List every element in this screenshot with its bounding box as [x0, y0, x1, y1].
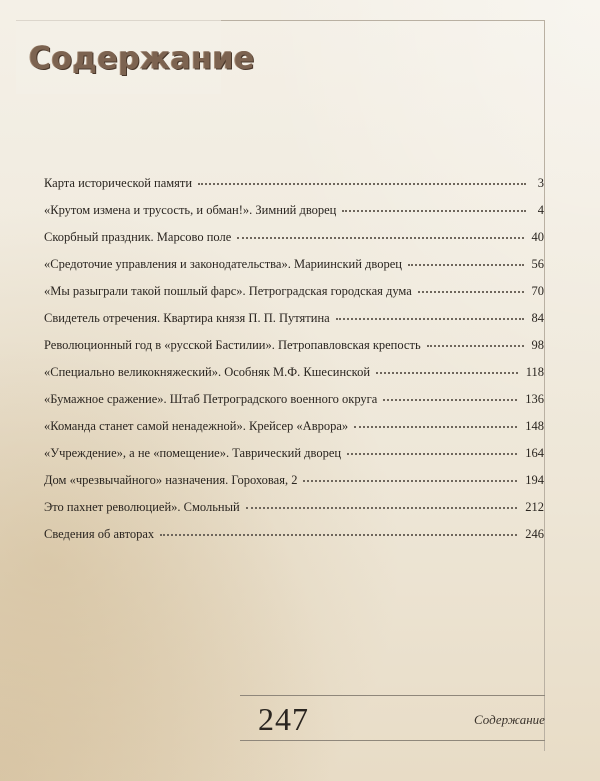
toc-leader-dots [160, 534, 517, 536]
toc-entry-title: Скорбный праздник. Марсово поле [44, 230, 232, 244]
toc-entry-page: 164 [525, 446, 544, 460]
toc-entry-title: «Бумажное сражение». Штаб Петроградского военного округа [44, 392, 378, 406]
toc-entry-page: 194 [525, 473, 544, 487]
toc-entry-page: 56 [531, 257, 544, 271]
toc-entry [44, 392, 544, 419]
toc-entry-page: 148 [525, 419, 544, 433]
toc-entry [44, 257, 544, 284]
toc-leader-dots [383, 399, 517, 401]
toc-entry [44, 473, 544, 500]
toc-entry-page: 40 [531, 230, 544, 244]
toc-entry [44, 527, 544, 554]
toc-entry [44, 365, 544, 392]
page-title: Содержание [29, 40, 255, 77]
running-title: Содержание [474, 712, 545, 727]
toc-leader-dots [354, 426, 517, 428]
toc-leader-dots [376, 372, 518, 374]
toc-entry [44, 284, 544, 311]
toc-leader-dots [303, 480, 517, 482]
toc-entry-title: Дом «чрезвычайного» назначения. Гороховая, 2 [44, 473, 298, 487]
toc-entry [44, 203, 544, 230]
toc-entry-page: 118 [525, 365, 544, 379]
toc-entry-title: «Учреждение», а не «помещение». Таврический дворец [44, 446, 342, 460]
toc-entry-page: 98 [531, 338, 544, 352]
footer-rule-top [240, 695, 545, 696]
toc-entry-page: 4 [537, 203, 544, 217]
toc-entry [44, 230, 544, 257]
toc-leader-dots [198, 183, 526, 185]
toc-entry [44, 500, 544, 527]
toc-entry-page: 3 [537, 176, 544, 190]
toc-leader-dots [246, 507, 518, 509]
toc-entry-page: 136 [525, 392, 544, 406]
toc-entry-title: «Специально великокняжеский». Особняк М.Ф. Кшесинской [44, 365, 371, 379]
page-number: 247 [258, 701, 309, 737]
toc-entry-page: 84 [531, 311, 544, 325]
toc-entry [44, 176, 544, 203]
toc-leader-dots [427, 345, 524, 347]
toc-leader-dots [347, 453, 517, 455]
toc-leader-dots [237, 237, 523, 239]
toc-entry [44, 311, 544, 338]
toc-entry-page: 212 [525, 500, 544, 514]
toc-entry-title: Революционный год в «русской Бастилии». Петропавловская крепость [44, 338, 421, 352]
toc-entry-title: «Команда станет самой ненадежной». Крейсер «Аврора» [44, 419, 349, 433]
toc-leader-dots [418, 291, 524, 293]
table-of-contents [44, 176, 544, 554]
toc-entry-title: Свидетель отречения. Квартира князя П. П. Путятина [44, 311, 330, 325]
toc-entry-title: Сведения об авторах [44, 527, 155, 541]
toc-entry [44, 338, 544, 365]
toc-entry [44, 419, 544, 446]
toc-entry-page: 70 [531, 284, 544, 298]
toc-entry-page: 246 [525, 527, 544, 541]
toc-leader-dots [342, 210, 526, 212]
toc-leader-dots [408, 264, 524, 266]
toc-entry-title: «Крутом измена и трусость, и обман!». Зимний дворец [44, 203, 337, 217]
toc-entry-title: «Мы разыграли такой пошлый фарс». Петроградская городская дума [44, 284, 412, 298]
toc-entry-title: Карта исторической памяти [44, 176, 193, 190]
toc-entry-title: «Средоточие управления и законодательства». Мариинский дворец [44, 257, 402, 271]
toc-entry [44, 446, 544, 473]
toc-leader-dots [336, 318, 524, 320]
toc-entry-title: Это пахнет революцией». Смольный [44, 500, 240, 514]
footer-rule-bottom [240, 740, 545, 741]
